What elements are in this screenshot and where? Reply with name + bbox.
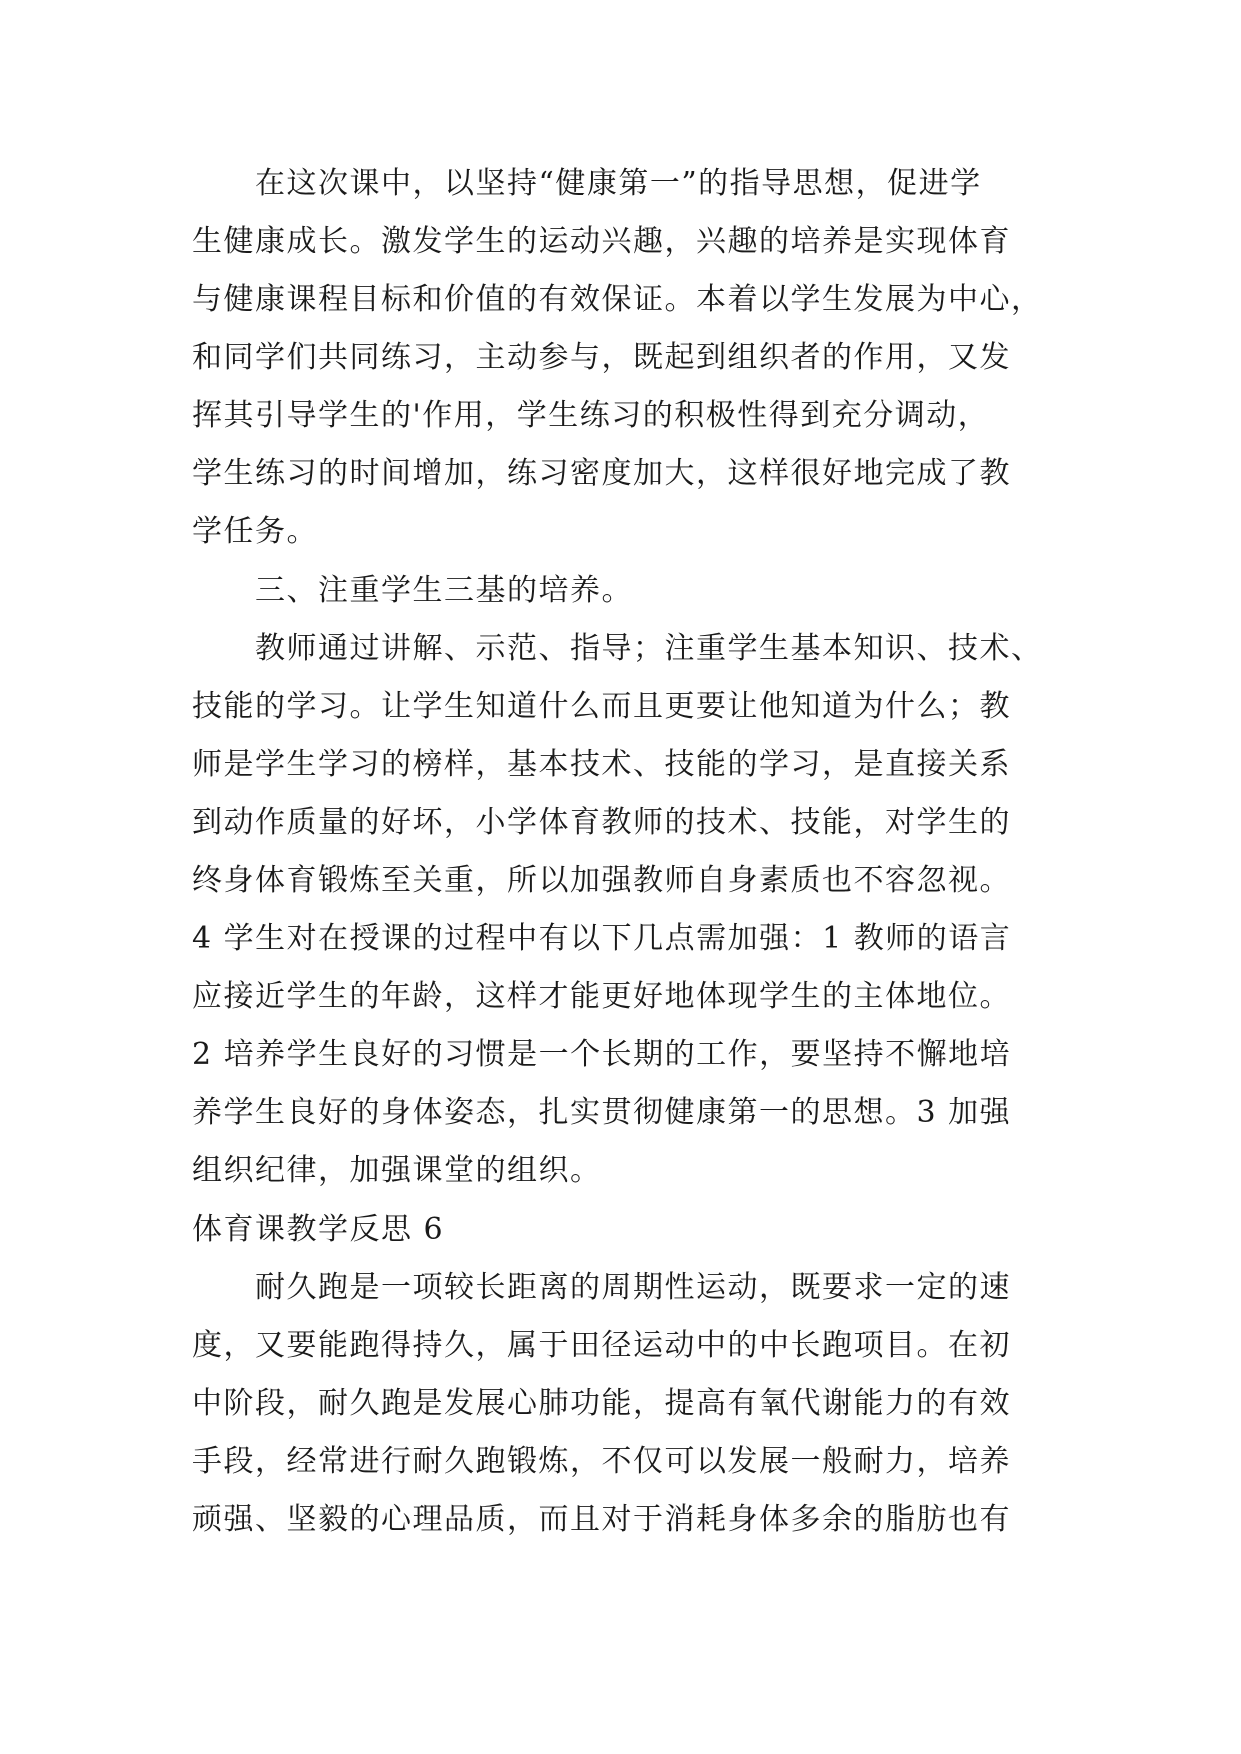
text-line: 2 培养学生良好的习惯是一个长期的工作，要坚持不懈地培 [192,1037,1012,1072]
text-line: 挥其引导学生的'作用，学生练习的积极性得到充分调动， [192,398,990,433]
section-heading: 三、注重学生三基的培养。 [255,573,633,608]
text-line: 顽强、坚毅的心理品质，而且对于消耗身体多余的脂肪也有 [192,1502,1011,1537]
text-line: 在这次课中，以坚持“健康第一”的指导思想，促进学 [255,166,982,201]
text-line: 耐久跑是一项较长距离的周期性运动，既要求一定的速 [255,1270,1011,1305]
article-title: 体育课教学反思 6 [192,1212,445,1247]
text-line: 养学生良好的身体姿态，扎实贯彻健康第一的思想。3 加强 [192,1095,1012,1130]
text-line: 应接近学生的年龄，这样才能更好地体现学生的主体地位。 [192,979,1011,1014]
text-line: 师是学生学习的榜样，基本技术、技能的学习，是直接关系 [192,747,1011,782]
text-line: 技能的学习。让学生知道什么而且更要让他知道为什么；教 [192,689,1011,724]
text-line: 组织纪律，加强课堂的组织。 [192,1153,602,1188]
text-line: 4 学生对在授课的过程中有以下几点需加强：1 教师的语言 [192,921,1012,956]
text-line: 终身体育锻炼至关重，所以加强教师自身素质也不容忽视。 [192,863,1011,898]
text-line: 中阶段，耐久跑是发展心肺功能，提高有氧代谢能力的有效 [192,1386,1011,1421]
text-line: 生健康成长。激发学生的运动兴趣，兴趣的培养是实现体育 [192,224,1011,259]
text-line: 与健康课程目标和价值的有效保证。本着以学生发展为中心， [192,282,1043,317]
text-line: 度，又要能跑得持久，属于田径运动中的中长跑项目。在初 [192,1328,1011,1363]
text-line: 教师通过讲解、示范、指导；注重学生基本知识、技术、 [255,631,1043,666]
text-line: 学生练习的时间增加，练习密度加大，这样很好地完成了教 [192,456,1011,491]
text-line: 学任务。 [192,514,318,549]
text-line: 手段，经常进行耐久跑锻炼，不仅可以发展一般耐力，培养 [192,1444,1011,1479]
text-line: 和同学们共同练习，主动参与，既起到组织者的作用，又发 [192,340,1011,375]
text-line: 到动作质量的好坏，小学体育教师的技术、技能，对学生的 [192,805,1011,840]
